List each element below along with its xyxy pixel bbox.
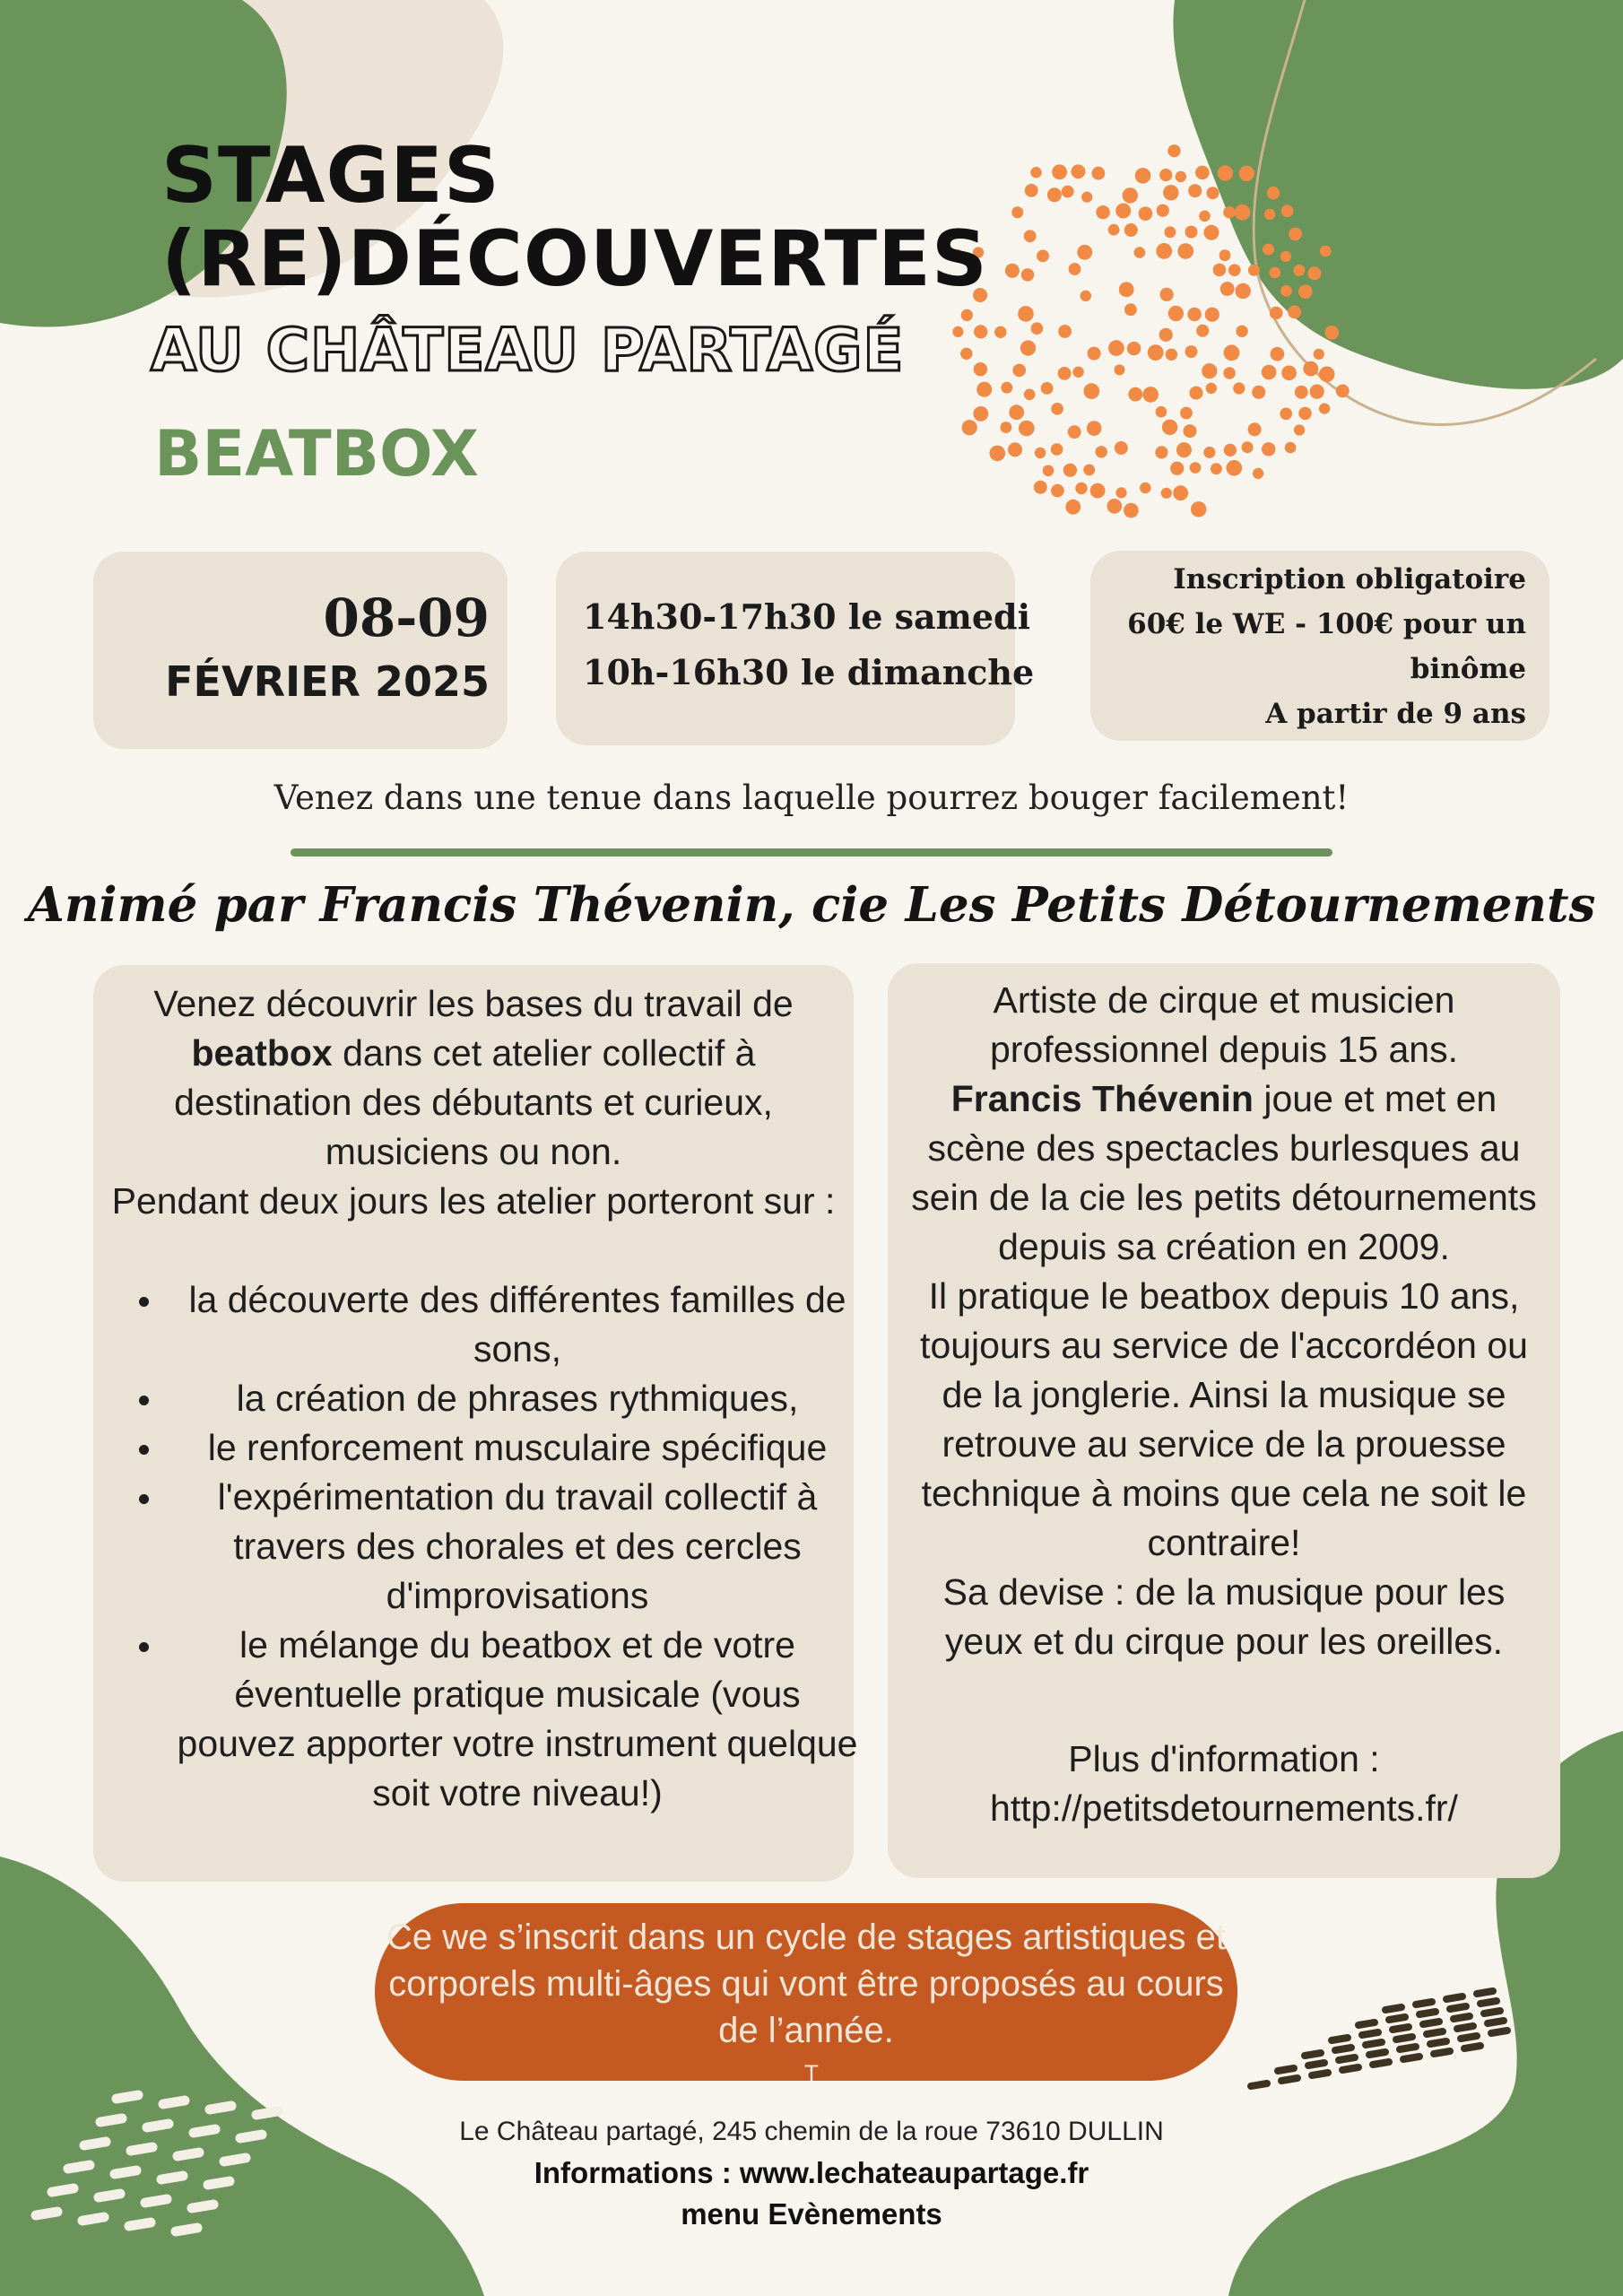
orange-dot <box>1204 225 1219 240</box>
orange-dot <box>1162 420 1177 435</box>
orange-dot <box>973 406 988 422</box>
dark-dash <box>1477 1991 1493 1994</box>
bio-line-3: Il pratique le beatbox depuis 10 ans, toujours au service de l'accordéon ou de la jonglerie. Ainsi la musique se retrouve au service de la prouesse technique à moins que cela ne soit le contraire! <box>920 1275 1528 1563</box>
list-item: • le mélange du beatbox et de votre éventuelle pratique musicale (vous pouvez apporter votre instrument quelque soit votre niveau!) <box>165 1621 864 1818</box>
dark-dash <box>1491 2031 1507 2033</box>
orange-dot <box>1123 187 1138 203</box>
orange-dot <box>1034 481 1047 494</box>
orange-dot <box>1223 206 1235 218</box>
dark-dash <box>1416 2002 1432 2005</box>
orange-dot <box>1248 422 1262 436</box>
orange-dot <box>1020 341 1036 356</box>
orange-dot <box>1021 268 1034 281</box>
orange-dot <box>1281 204 1294 217</box>
orange-dot <box>1219 249 1231 261</box>
orange-dot <box>1190 462 1202 474</box>
orange-dot <box>1157 204 1169 217</box>
orange-dot <box>1195 166 1210 180</box>
workshop-name: BEATBOX <box>154 417 479 491</box>
orange-dot <box>1047 187 1062 202</box>
orange-dot <box>1242 441 1254 453</box>
list-item: • la découverte des différentes familles de sons, <box>165 1275 864 1374</box>
orange-dot <box>1205 308 1219 322</box>
orange-dot <box>1081 291 1091 301</box>
orange-dot <box>1293 265 1305 276</box>
topics-list <box>138 1275 864 1818</box>
dark-dash <box>1430 2041 1446 2044</box>
divider <box>291 848 1332 857</box>
orange-dot <box>1307 266 1321 280</box>
orange-dot <box>1124 303 1137 316</box>
orange-dot <box>1160 288 1174 301</box>
orange-dot <box>1207 187 1219 199</box>
subtitle: AU CHÂTEAU PARTAGÉ <box>151 316 905 385</box>
orange-dot <box>1270 307 1283 320</box>
orange-dot <box>1142 387 1159 403</box>
dark-dash <box>1464 2046 1480 2048</box>
bio-line-2: joue et met en scène des spectacles burlesques au sein de la cie les petits détournements depuis sa création en 2009. <box>911 1078 1537 1267</box>
dark-dash <box>1362 2032 1378 2035</box>
orange-dot <box>1156 243 1172 259</box>
orange-dot <box>1051 403 1063 415</box>
orange-dot <box>1035 448 1046 458</box>
dark-dash <box>1332 2038 1348 2040</box>
orange-dot <box>1252 386 1265 399</box>
orange-dot <box>952 326 963 337</box>
orange-dot <box>960 348 972 360</box>
dark-dash <box>1461 2036 1477 2039</box>
orange-dot <box>1001 422 1012 433</box>
dark-dash <box>1419 2012 1436 2014</box>
white-dash <box>163 2100 185 2104</box>
orange-dot <box>1031 322 1044 335</box>
orange-dot <box>1051 484 1064 498</box>
orange-dot <box>1203 447 1215 458</box>
orange-dot <box>1173 485 1188 500</box>
orange-dot <box>1314 349 1324 360</box>
orange-dot <box>1081 192 1092 203</box>
orange-dot <box>990 446 1006 462</box>
orange-dot <box>1024 230 1037 242</box>
orange-dot <box>1167 144 1180 157</box>
more-info <box>904 1735 1544 1833</box>
artist-bio <box>904 976 1544 1666</box>
orange-dot <box>976 382 992 397</box>
orange-dot <box>1108 340 1124 356</box>
orange-dot <box>1298 284 1313 299</box>
orange-dot <box>1088 347 1101 361</box>
hours-box <box>556 552 1035 745</box>
orange-dot <box>1019 421 1035 437</box>
orange-dot <box>1140 483 1150 493</box>
cycle-mark: T <box>804 2061 819 2086</box>
orange-dot <box>1289 228 1302 241</box>
orange-dot <box>1202 363 1217 378</box>
footer-info-link[interactable]: Informations : www.lechateaupartage.fr <box>534 2156 1089 2189</box>
orange-dot <box>1253 468 1263 479</box>
orange-dot <box>1336 385 1350 398</box>
dark-dash <box>1484 2011 1500 2013</box>
registration-box <box>1090 551 1549 741</box>
orange-dot <box>1115 441 1128 455</box>
orange-dot <box>1320 246 1332 257</box>
list-item: • le renforcement musculaire spécifique <box>165 1423 864 1473</box>
registration-price-cont: binôme <box>1410 653 1526 685</box>
animator-heading: Animé par Francis Thévenin, cie Les Petits Détournements <box>27 877 1596 933</box>
orange-dot <box>1127 342 1141 355</box>
orange-dot <box>1063 464 1077 477</box>
cycle-note: Ce we s’inscrit dans un cycle de stages artistiques et corporels multi-âges qui vont être proposés au cours de l’année. <box>386 1918 1226 2050</box>
orange-dot <box>1159 328 1173 342</box>
white-dash <box>256 2111 278 2115</box>
orange-dot <box>1090 483 1106 499</box>
orange-dot <box>1262 442 1275 456</box>
orange-dot <box>1062 186 1074 198</box>
orange-dot <box>974 362 987 376</box>
orange-dot <box>1319 404 1330 414</box>
orange-dot <box>1119 282 1134 297</box>
orange-dot <box>1124 223 1138 237</box>
orange-dot <box>1285 442 1297 454</box>
hours-saturday: 14h30-17h30 le samedi <box>583 596 1031 637</box>
orange-dot <box>1280 408 1292 421</box>
dark-dash <box>1427 2031 1443 2034</box>
dark-dash <box>1339 2057 1355 2060</box>
orange-dot <box>1262 365 1277 380</box>
orange-dot <box>1025 184 1038 197</box>
orange-dot <box>1108 224 1120 236</box>
orange-dot <box>1180 407 1193 420</box>
orange-dot <box>1072 164 1086 178</box>
outfit-note: Venez dans une tenue dans laquelle pourrez bouger facilement! <box>273 778 1350 817</box>
dark-dash <box>1393 2027 1409 2030</box>
orange-dot <box>1168 306 1184 321</box>
orange-dot <box>1012 364 1026 378</box>
orange-dot <box>1008 442 1022 457</box>
orange-dot <box>1011 206 1023 218</box>
orange-dot <box>1077 245 1092 260</box>
orange-dot <box>1270 267 1281 279</box>
white-dash <box>117 2095 138 2099</box>
orange-dot <box>1223 367 1235 378</box>
orange-dot <box>1236 326 1247 337</box>
intro-text-end: dans cet atelier collectif à destination des débutants et curieux, musiciens ou non. <box>174 1032 773 1172</box>
hours-sunday: 10h-16h30 le dimanche <box>583 652 1035 692</box>
orange-dot <box>962 420 977 435</box>
dark-dash <box>1400 2047 1416 2049</box>
dark-dash <box>1434 2051 1450 2054</box>
orange-dot <box>1188 184 1202 197</box>
white-dash <box>131 2147 152 2151</box>
orange-dot <box>1310 385 1324 399</box>
orange-dot <box>1115 487 1126 498</box>
orange-dot <box>1058 367 1072 380</box>
orange-dot <box>1220 282 1235 296</box>
artist-bio-box <box>888 963 1560 1878</box>
orange-dot <box>1176 171 1186 182</box>
orange-dot <box>1228 264 1241 276</box>
list-item: • la création de phrases rythmiques, <box>165 1374 864 1423</box>
orange-dot <box>1185 226 1198 239</box>
orange-dot <box>1303 361 1318 377</box>
orange-dot <box>1065 500 1081 515</box>
bio-motto: Sa devise : de la musique pour les yeux et du cirque pour les oreilles. <box>942 1571 1506 1662</box>
orange-dot <box>1083 465 1095 476</box>
orange-dot <box>1206 383 1217 394</box>
dark-dash <box>1446 1996 1462 1999</box>
orange-dot <box>1280 285 1292 297</box>
orange-dot <box>1128 387 1142 402</box>
orange-dot <box>1187 308 1201 321</box>
dark-dash <box>1403 2057 1419 2059</box>
orange-dot <box>1184 424 1197 438</box>
workshop-intro <box>111 979 836 1226</box>
dark-dash <box>1423 2022 1439 2024</box>
orange-dot <box>1236 283 1251 299</box>
orange-dot <box>974 325 987 338</box>
orange-dot <box>1107 499 1123 514</box>
orange-dot <box>1135 168 1151 184</box>
dark-dash <box>1488 2021 1504 2023</box>
orange-dot <box>1298 407 1311 420</box>
orange-dot <box>1124 503 1139 518</box>
dark-dash <box>1335 2048 1351 2050</box>
orange-dot <box>1043 465 1055 477</box>
orange-dot <box>994 326 1006 338</box>
orange-dot <box>1096 446 1107 457</box>
orange-dot <box>1001 382 1012 394</box>
white-dash <box>210 2106 231 2109</box>
orange-dot <box>1196 325 1209 337</box>
orange-dot <box>1288 306 1301 319</box>
orange-dot <box>1159 169 1172 181</box>
dark-dash <box>1366 2042 1382 2045</box>
orange-dot <box>1239 166 1254 181</box>
date-box <box>93 552 508 749</box>
orange-dot <box>1263 244 1274 256</box>
workshop-description-box <box>93 965 858 1882</box>
orange-dot <box>1155 446 1167 458</box>
orange-dot <box>1005 264 1020 278</box>
orange-dot <box>1185 345 1198 358</box>
orange-dot <box>1165 226 1176 238</box>
artist-name: Francis Thévenin <box>950 1078 1254 1119</box>
title-line-1: STAGES <box>161 131 500 221</box>
orange-dot <box>1092 167 1106 180</box>
intro-text: Venez découvrir les bases du travail de <box>153 983 794 1024</box>
dark-dash <box>1450 2006 1466 2009</box>
list-item: • l'expérimentation du travail collectif à travers des chorales et des cercles d'improvisations <box>165 1473 864 1621</box>
more-info-label: Plus d'information : <box>1068 1738 1380 1779</box>
orange-dot <box>1190 387 1203 400</box>
orange-dot <box>1096 205 1109 219</box>
orange-dot <box>1191 501 1206 517</box>
orange-dot <box>1280 251 1291 262</box>
orange-dot <box>1156 406 1167 418</box>
orange-dot <box>1163 185 1178 200</box>
orange-dot <box>1166 349 1177 361</box>
orange-dot <box>1248 265 1260 276</box>
orange-dot <box>1233 382 1245 394</box>
orange-dot <box>1052 164 1067 179</box>
dark-dash <box>1480 2001 1497 2004</box>
dark-dash <box>1358 2022 1375 2025</box>
orange-dot <box>1281 366 1297 381</box>
orange-dot <box>1134 247 1146 258</box>
orange-dot <box>1115 204 1131 219</box>
orange-dot <box>1115 364 1125 375</box>
orange-dot <box>1009 404 1024 420</box>
orange-dot <box>1295 386 1308 399</box>
orange-dot <box>1084 383 1100 399</box>
orange-dot <box>1075 483 1087 494</box>
dark-dash <box>1369 2052 1385 2055</box>
orange-dot <box>1072 367 1083 378</box>
orange-dot <box>1170 462 1184 475</box>
orange-dot <box>1271 347 1285 361</box>
orange-dot <box>1218 165 1233 180</box>
orange-dot <box>1176 442 1192 457</box>
orange-dot <box>1139 206 1153 221</box>
orange-dot <box>1069 263 1081 275</box>
orange-dot <box>1030 167 1041 178</box>
dark-dash <box>1385 2007 1402 2010</box>
orange-dot <box>1177 243 1193 259</box>
bio-line-1: Artiste de cirque et musicien professionnel depuis 15 ans. <box>990 979 1458 1070</box>
orange-dot <box>1224 444 1237 457</box>
registration-required: Inscription obligatoire <box>1173 563 1526 596</box>
orange-dot <box>1041 382 1054 395</box>
orange-dot <box>1058 325 1072 338</box>
orange-dot <box>1051 443 1063 456</box>
registration-price: 60€ le WE - 100€ pour un <box>1127 608 1526 640</box>
footer-address: Le Château partagé, 245 chemin de la roue 73610 DULLIN <box>459 2117 1164 2146</box>
orange-dot <box>1037 250 1049 263</box>
orange-dot <box>1264 209 1275 220</box>
date-month-year: FÉVRIER 2025 <box>165 657 490 706</box>
orange-dot <box>1024 389 1036 401</box>
dark-dash <box>1454 2016 1470 2019</box>
orange-dot <box>1161 488 1172 499</box>
orange-dot <box>1213 264 1227 277</box>
dark-dash <box>1457 2026 1473 2029</box>
dark-dash <box>1396 2037 1412 2039</box>
orange-dot <box>961 309 973 321</box>
more-info-link[interactable]: http://petitsdetournements.fr/ <box>990 1787 1458 1829</box>
title-line-2: (RE)DÉCOUVERTES <box>161 214 988 304</box>
orange-dot <box>1018 306 1034 322</box>
orange-dot <box>1227 460 1243 476</box>
orange-dot <box>1068 425 1081 439</box>
dark-dash <box>1305 2053 1321 2056</box>
footer-menu: menu Evènements <box>681 2197 942 2231</box>
orange-dot <box>1319 367 1335 383</box>
orange-dot <box>1211 463 1222 474</box>
orange-dot <box>1325 326 1340 340</box>
registration-age: A partir de 9 ans <box>1265 698 1526 730</box>
orange-dot <box>1235 204 1251 221</box>
orange-dot <box>1087 421 1102 436</box>
days-intro: Pendant deux jours les atelier porteront sur : <box>111 1180 836 1222</box>
date-days: 08-09 <box>323 587 490 648</box>
orange-dot <box>1267 187 1280 199</box>
dark-dash <box>1389 2017 1405 2020</box>
orange-dot <box>1148 344 1164 361</box>
intro-bold: beatbox <box>191 1032 333 1074</box>
orange-dot <box>1224 344 1240 361</box>
orange-dot <box>1294 424 1305 435</box>
cycle-note-box <box>375 1903 1237 2081</box>
orange-dot <box>1199 211 1211 222</box>
